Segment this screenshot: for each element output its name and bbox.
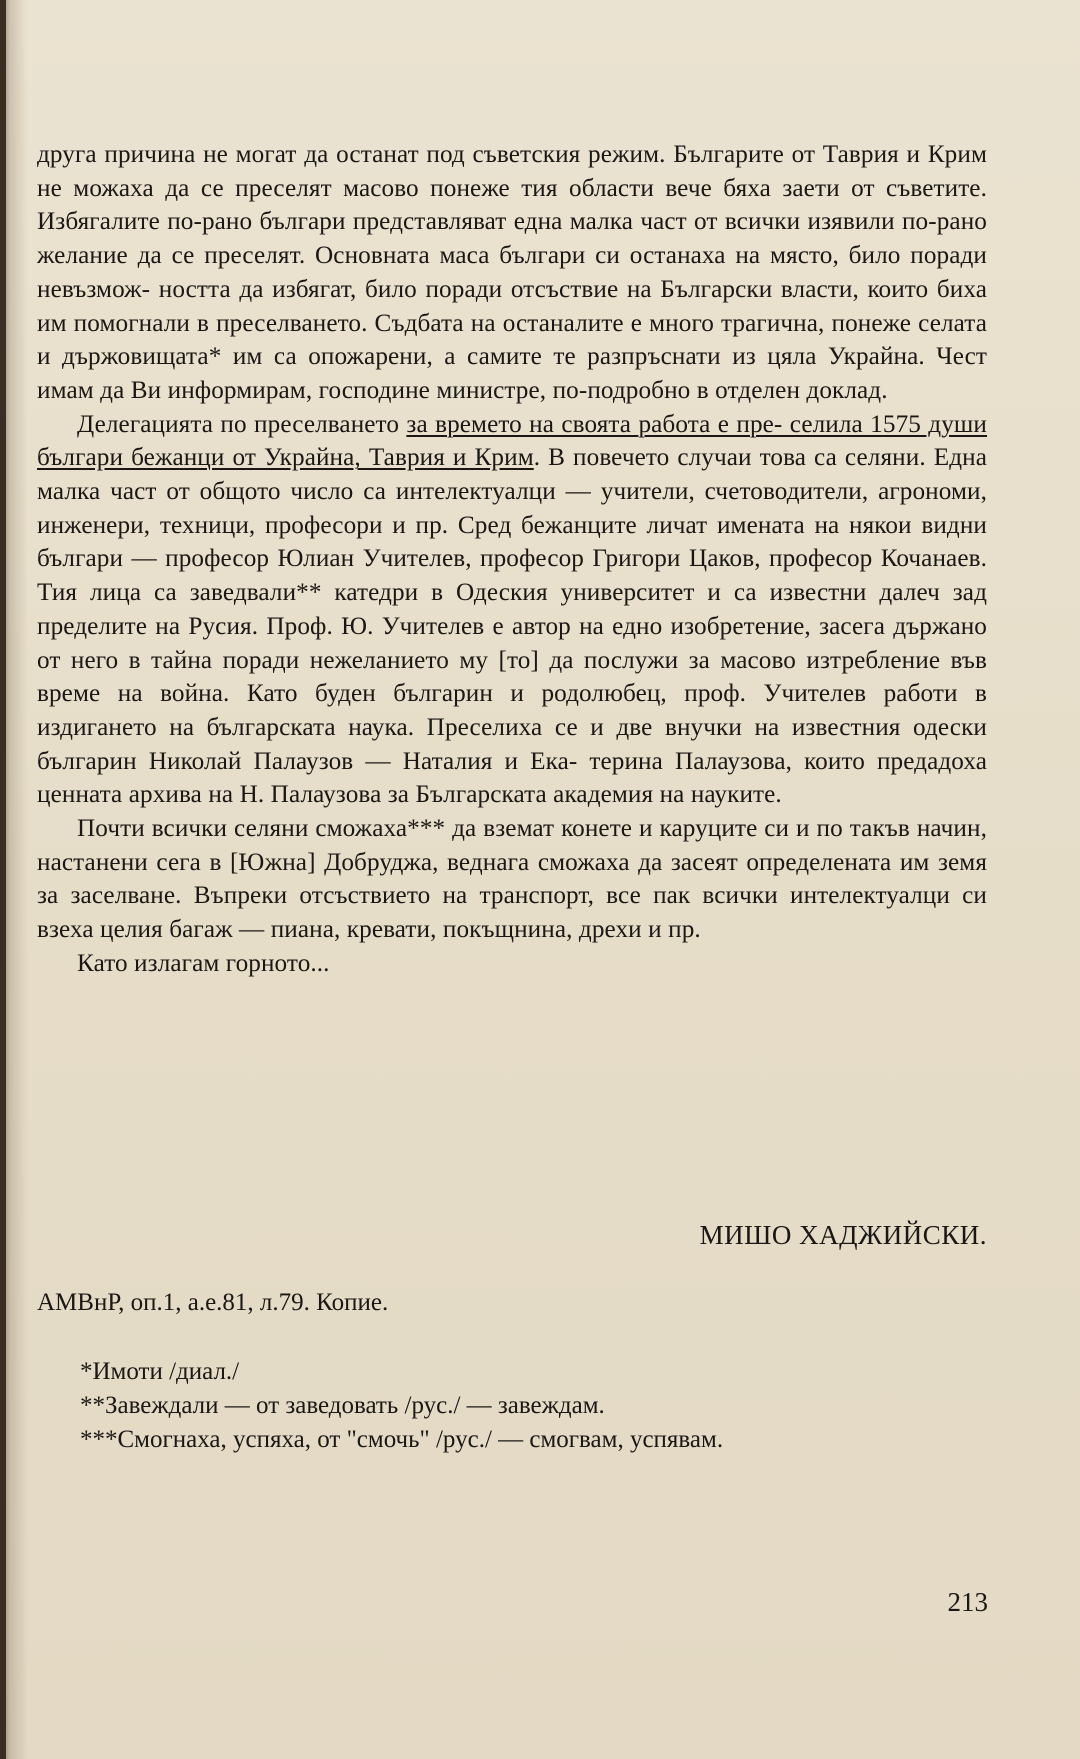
- paragraph-2-underlined: за времето на своята работа е пре- селила 1575 души българи бежанци от Украйна, Таврия и Крим: [37, 410, 987, 472]
- paragraph-2: [37, 408, 987, 812]
- paragraph-4: Като излагам горното...: [77, 949, 330, 977]
- main-text: [37, 138, 987, 981]
- footnotes: [80, 1355, 723, 1457]
- footnote-2: **Завеждали — от заведовать /рус./ — завеждам.: [80, 1392, 605, 1419]
- paragraph-1: друга причина не могат да останат под съветския режим. Българите от Таврия и Крим не можаха да се преселят масово понеже тия области вече бяха заети от съветите. Избягалите по-рано българи представляват една малка част от всички изявили по-рано желание да се преселят. Основната маса българи си останаха на място, било поради невъзмож- ността да избягат, било поради отсъствие на Български власти, които биха им помогнали в преселването. Съдбата на останалите е много трагична, понеже селата и държовищата* им са опожарени, а самите те разпръснати из цяла Украйна. Чест имам да Ви информирам, господине министре, по-подробно в отделен доклад.: [37, 141, 987, 404]
- footnote-1: *Имоти /диал./: [80, 1358, 240, 1385]
- page-number: 213: [947, 1587, 988, 1617]
- paragraph-2-start: Делегацията по преселването: [77, 410, 407, 438]
- page-spine-shadow: [0, 0, 6, 1759]
- footnote-3: ***Смогнаха, успяха, от "смочь" /рус./ — смогвам, успявам.: [80, 1426, 724, 1453]
- signature: МИШО ХАДЖИЙСКИ.: [699, 1220, 987, 1250]
- paragraph-3: Почти всички селяни сможаха*** да вземат конете и каруците си и по такъв начин, настанени сега в [Южна] Добруджа, веднага сможаха да засеят определената им земя за заселване. Въпреки отсъствието на транспорт, все пак всички интелектуалци си взеха целия багаж — пиана, кревати, покъщнина, дрехи и пр.: [37, 815, 987, 944]
- paragraph-2-rest: . В повечето случаи това са селяни. Една малка част от общото число са интелектуалци — учители, счетоводители, агрономи, инженери, техници, професори и пр. Сред бежанците личат имената на някои видни българи — професор Юлиан Учителев, професор Григори Цаков, профеcор Кочанаев. Тия лица са заведвали** катедри в Одеския университет и са известни далеч зад пределите на Русия. Проф. Ю. Учителев е автор на едно изобретение, засега държано от него в тайна поради нежеланието му [то] да послужи за масово изтребление във време на война. Като буден българин и родолюбец, проф. Учителев работи в издигането на българската наука. Преселиха се и две внучки на известния одески българин Николай Палаузов — Наталия и Ека- терина Палаузова, които предадоха ценната архива на Н. Палаузова за Българската академия на науките.: [37, 444, 987, 809]
- archive-source: АМВнР, оп.1, а.е.81, л.79. Копие.: [37, 1289, 389, 1316]
